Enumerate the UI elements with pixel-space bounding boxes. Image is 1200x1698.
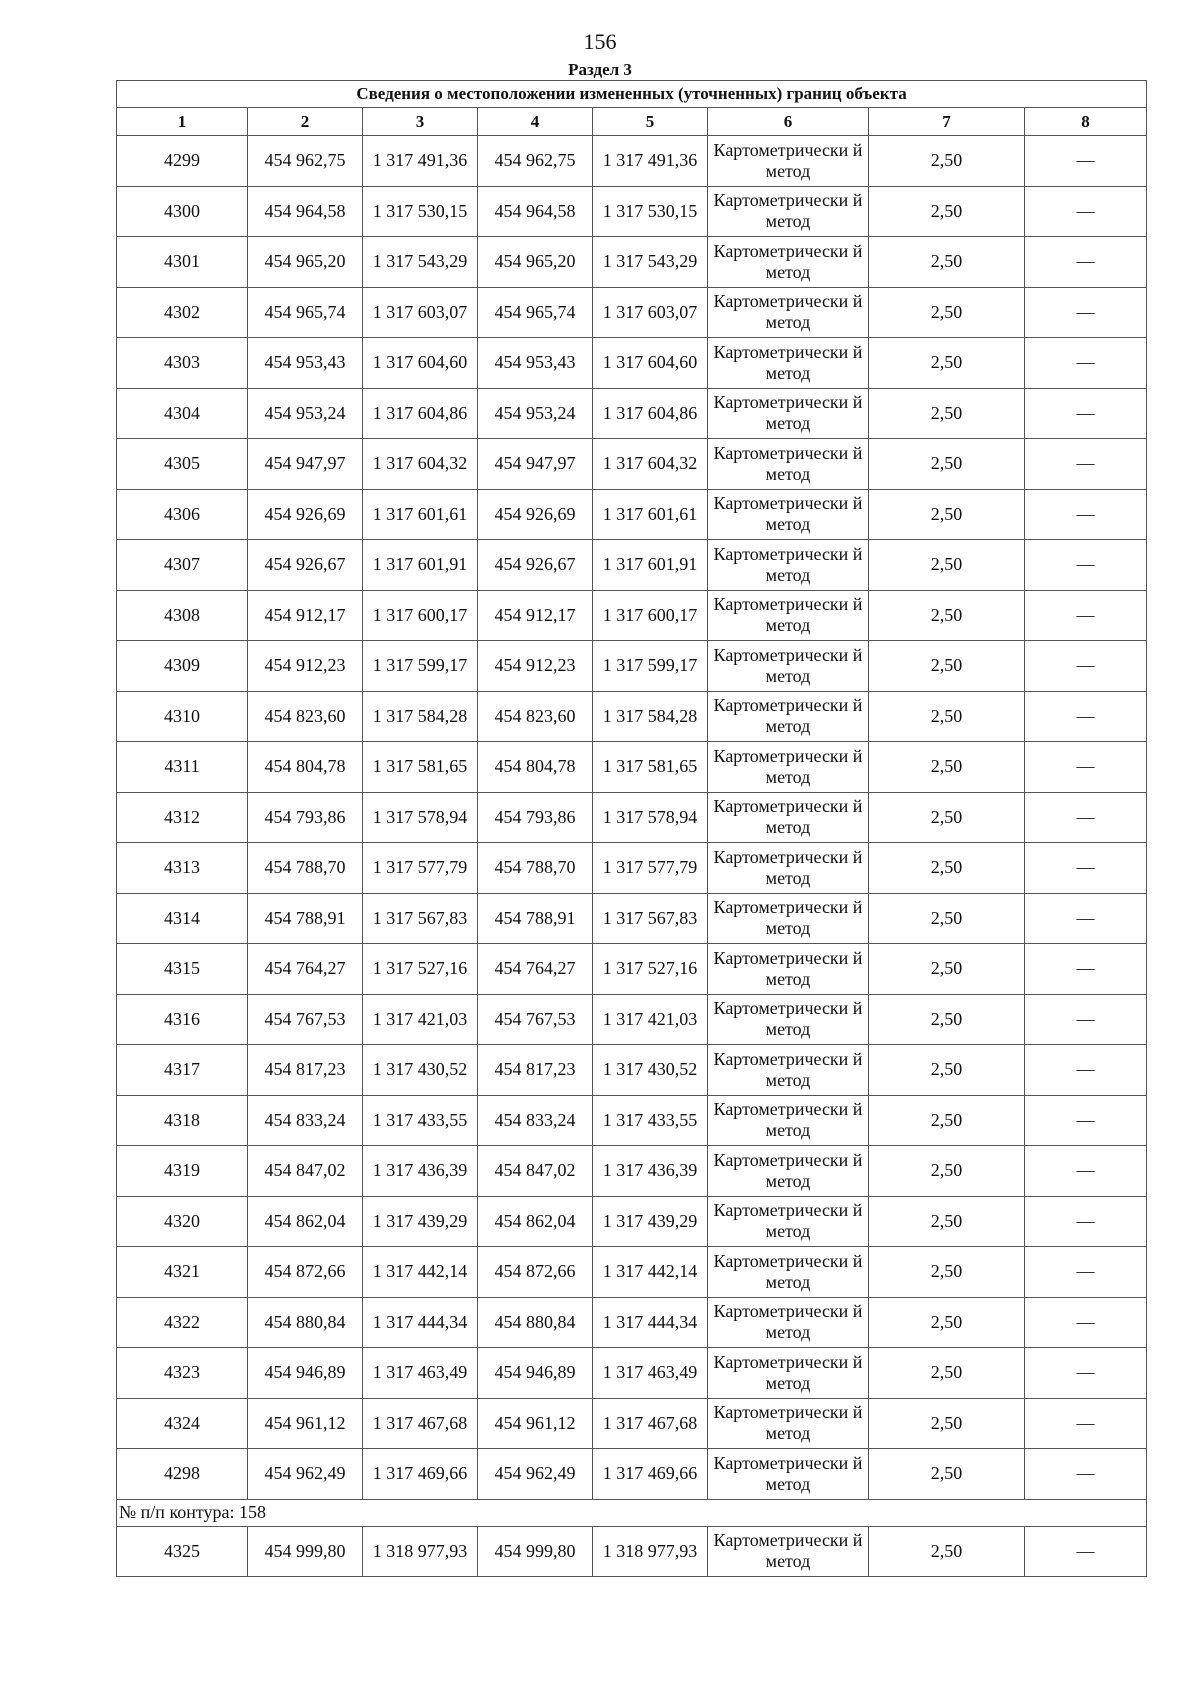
point-number-cell: 4314 [117, 893, 248, 944]
point-number-cell: 4304 [117, 388, 248, 439]
y-coordinate-cell: 1 317 530,15 [363, 186, 478, 237]
y-coordinate-cell: 1 317 603,07 [363, 287, 478, 338]
table-row [117, 994, 1147, 1045]
table-row [117, 742, 1147, 793]
table-row [117, 439, 1147, 490]
x-coordinate-cell: 454 926,67 [248, 540, 363, 591]
y-coordinate-cell: 1 317 601,61 [363, 489, 478, 540]
determination-method-cell: Картометрически й метод [708, 843, 869, 894]
accuracy-cell: 2,50 [869, 691, 1025, 742]
x-coordinate-cell: 454 962,49 [248, 1449, 363, 1500]
description-cell: — [1025, 843, 1147, 894]
x-coordinate-cell: 454 788,91 [248, 893, 363, 944]
description-cell: — [1025, 186, 1147, 237]
x-coordinate-cell: 454 926,69 [248, 489, 363, 540]
y-coordinate-refined-cell: 1 317 600,17 [593, 590, 708, 641]
determination-method-cell: Картометрически й метод [708, 1526, 869, 1577]
x-coordinate-cell: 454 953,43 [248, 338, 363, 389]
description-cell: — [1025, 590, 1147, 641]
y-coordinate-refined-cell: 1 317 584,28 [593, 691, 708, 742]
column-number: 7 [869, 108, 1025, 136]
point-number-cell: 4317 [117, 1045, 248, 1096]
y-coordinate-refined-cell: 1 317 439,29 [593, 1196, 708, 1247]
table-row [117, 136, 1147, 187]
description-cell: — [1025, 1526, 1147, 1577]
accuracy-cell: 2,50 [869, 1146, 1025, 1197]
x-coordinate-cell: 454 961,12 [248, 1398, 363, 1449]
point-number-cell: 4320 [117, 1196, 248, 1247]
determination-method-cell: Картометрически й метод [708, 540, 869, 591]
point-number-cell: 4322 [117, 1297, 248, 1348]
section-title: Раздел 3 [568, 60, 632, 79]
accuracy-cell: 2,50 [869, 641, 1025, 692]
x-coordinate-cell: 454 965,20 [248, 237, 363, 288]
x-coordinate-cell: 454 788,70 [248, 843, 363, 894]
determination-method-cell: Картометрически й метод [708, 388, 869, 439]
description-cell: — [1025, 1196, 1147, 1247]
accuracy-cell: 2,50 [869, 742, 1025, 793]
y-coordinate-refined-cell: 1 317 599,17 [593, 641, 708, 692]
y-coordinate-cell: 1 317 600,17 [363, 590, 478, 641]
description-cell: — [1025, 1398, 1147, 1449]
accuracy-cell: 2,50 [869, 489, 1025, 540]
x-coordinate-refined-cell: 454 953,43 [478, 338, 593, 389]
accuracy-cell: 2,50 [869, 1526, 1025, 1577]
description-cell: — [1025, 1146, 1147, 1197]
determination-method-cell: Картометрически й метод [708, 1045, 869, 1096]
point-number-cell: 4298 [117, 1449, 248, 1500]
determination-method-cell: Картометрически й метод [708, 439, 869, 490]
y-coordinate-cell: 1 317 543,29 [363, 237, 478, 288]
table-row [117, 338, 1147, 389]
determination-method-cell: Картометрически й метод [708, 742, 869, 793]
y-coordinate-refined-cell: 1 317 578,94 [593, 792, 708, 843]
y-coordinate-refined-cell: 1 317 463,49 [593, 1348, 708, 1399]
point-number-cell: 4313 [117, 843, 248, 894]
description-cell: — [1025, 1095, 1147, 1146]
point-number-cell: 4311 [117, 742, 248, 793]
determination-method-cell: Картометрически й метод [708, 590, 869, 641]
accuracy-cell: 2,50 [869, 843, 1025, 894]
y-coordinate-cell: 1 317 421,03 [363, 994, 478, 1045]
table-row [117, 1348, 1147, 1399]
y-coordinate-refined-cell: 1 317 491,36 [593, 136, 708, 187]
determination-method-cell: Картометрически й метод [708, 1398, 869, 1449]
x-coordinate-refined-cell: 454 962,49 [478, 1449, 593, 1500]
determination-method-cell: Картометрически й метод [708, 893, 869, 944]
table-row [117, 691, 1147, 742]
accuracy-cell: 2,50 [869, 136, 1025, 187]
table-row [117, 287, 1147, 338]
x-coordinate-cell: 454 953,24 [248, 388, 363, 439]
y-coordinate-cell: 1 317 430,52 [363, 1045, 478, 1096]
y-coordinate-refined-cell: 1 317 444,34 [593, 1297, 708, 1348]
x-coordinate-refined-cell: 454 962,75 [478, 136, 593, 187]
column-number: 4 [478, 108, 593, 136]
y-coordinate-refined-cell: 1 317 604,60 [593, 338, 708, 389]
point-number-cell: 4303 [117, 338, 248, 389]
description-cell: — [1025, 1348, 1147, 1399]
x-coordinate-refined-cell: 454 953,24 [478, 388, 593, 439]
x-coordinate-refined-cell: 454 912,23 [478, 641, 593, 692]
column-number: 6 [708, 108, 869, 136]
table-row [117, 1045, 1147, 1096]
accuracy-cell: 2,50 [869, 792, 1025, 843]
determination-method-cell: Картометрически й метод [708, 1095, 869, 1146]
x-coordinate-cell: 454 965,74 [248, 287, 363, 338]
y-coordinate-cell: 1 317 491,36 [363, 136, 478, 187]
y-coordinate-refined-cell: 1 317 603,07 [593, 287, 708, 338]
y-coordinate-refined-cell: 1 317 581,65 [593, 742, 708, 793]
determination-method-cell: Картометрически й метод [708, 1146, 869, 1197]
table-row [117, 944, 1147, 995]
coordinates-table [116, 80, 1147, 1577]
y-coordinate-cell: 1 317 604,32 [363, 439, 478, 490]
accuracy-cell: 2,50 [869, 1247, 1025, 1298]
point-number-cell: 4325 [117, 1526, 248, 1577]
y-coordinate-refined-cell: 1 317 436,39 [593, 1146, 708, 1197]
contour-row [117, 1499, 1147, 1526]
y-coordinate-cell: 1 317 604,86 [363, 388, 478, 439]
accuracy-cell: 2,50 [869, 893, 1025, 944]
table-body-block-2 [117, 1526, 1147, 1577]
determination-method-cell: Картометрически й метод [708, 338, 869, 389]
x-coordinate-cell: 454 947,97 [248, 439, 363, 490]
point-number-cell: 4309 [117, 641, 248, 692]
x-coordinate-refined-cell: 454 880,84 [478, 1297, 593, 1348]
table-row [117, 1297, 1147, 1348]
accuracy-cell: 2,50 [869, 590, 1025, 641]
x-coordinate-cell: 454 833,24 [248, 1095, 363, 1146]
x-coordinate-refined-cell: 454 764,27 [478, 944, 593, 995]
y-coordinate-refined-cell: 1 317 543,29 [593, 237, 708, 288]
description-cell: — [1025, 944, 1147, 995]
point-number-cell: 4307 [117, 540, 248, 591]
table-row [117, 1449, 1147, 1500]
determination-method-cell: Картометрически й метод [708, 136, 869, 187]
determination-method-cell: Картометрически й метод [708, 1247, 869, 1298]
description-cell: — [1025, 1045, 1147, 1096]
y-coordinate-refined-cell: 1 317 527,16 [593, 944, 708, 995]
table-row [117, 792, 1147, 843]
point-number-cell: 4308 [117, 590, 248, 641]
determination-method-cell: Картометрически й метод [708, 691, 869, 742]
table-row [117, 1398, 1147, 1449]
x-coordinate-refined-cell: 454 788,91 [478, 893, 593, 944]
x-coordinate-refined-cell: 454 926,69 [478, 489, 593, 540]
determination-method-cell: Картометрически й метод [708, 489, 869, 540]
x-coordinate-refined-cell: 454 833,24 [478, 1095, 593, 1146]
determination-method-cell: Картометрически й метод [708, 944, 869, 995]
column-number: 8 [1025, 108, 1147, 136]
x-coordinate-refined-cell: 454 804,78 [478, 742, 593, 793]
table-row [117, 843, 1147, 894]
y-coordinate-cell: 1 318 977,93 [363, 1526, 478, 1577]
point-number-cell: 4323 [117, 1348, 248, 1399]
y-coordinate-refined-cell: 1 317 421,03 [593, 994, 708, 1045]
determination-method-cell: Картометрически й метод [708, 287, 869, 338]
table-body-block-1 [117, 136, 1147, 1500]
table-row [117, 1095, 1147, 1146]
y-coordinate-cell: 1 317 578,94 [363, 792, 478, 843]
x-coordinate-refined-cell: 454 862,04 [478, 1196, 593, 1247]
description-cell: — [1025, 540, 1147, 591]
page-number: 156 [583, 29, 617, 54]
determination-method-cell: Картометрически й метод [708, 1196, 869, 1247]
accuracy-cell: 2,50 [869, 237, 1025, 288]
point-number-cell: 4305 [117, 439, 248, 490]
description-cell: — [1025, 1297, 1147, 1348]
table-row [117, 186, 1147, 237]
description-cell: — [1025, 641, 1147, 692]
y-coordinate-refined-cell: 1 317 604,86 [593, 388, 708, 439]
table-row [117, 237, 1147, 288]
y-coordinate-refined-cell: 1 317 577,79 [593, 843, 708, 894]
accuracy-cell: 2,50 [869, 1045, 1025, 1096]
column-number: 3 [363, 108, 478, 136]
x-coordinate-refined-cell: 454 961,12 [478, 1398, 593, 1449]
description-cell: — [1025, 994, 1147, 1045]
column-number: 2 [248, 108, 363, 136]
x-coordinate-cell: 454 767,53 [248, 994, 363, 1045]
y-coordinate-refined-cell: 1 317 467,68 [593, 1398, 708, 1449]
y-coordinate-refined-cell: 1 317 601,91 [593, 540, 708, 591]
x-coordinate-cell: 454 872,66 [248, 1247, 363, 1298]
x-coordinate-cell: 454 962,75 [248, 136, 363, 187]
y-coordinate-refined-cell: 1 317 442,14 [593, 1247, 708, 1298]
description-cell: — [1025, 439, 1147, 490]
description-cell: — [1025, 237, 1147, 288]
y-coordinate-refined-cell: 1 317 469,66 [593, 1449, 708, 1500]
column-number-row [117, 108, 1147, 136]
table-row [117, 388, 1147, 439]
x-coordinate-refined-cell: 454 965,20 [478, 237, 593, 288]
x-coordinate-cell: 454 793,86 [248, 792, 363, 843]
table-row [117, 590, 1147, 641]
x-coordinate-refined-cell: 454 947,97 [478, 439, 593, 490]
description-cell: — [1025, 742, 1147, 793]
point-number-cell: 4315 [117, 944, 248, 995]
x-coordinate-cell: 454 817,23 [248, 1045, 363, 1096]
y-coordinate-cell: 1 317 439,29 [363, 1196, 478, 1247]
point-number-cell: 4306 [117, 489, 248, 540]
y-coordinate-cell: 1 317 584,28 [363, 691, 478, 742]
x-coordinate-cell: 454 823,60 [248, 691, 363, 742]
table-row [117, 1146, 1147, 1197]
description-cell: — [1025, 136, 1147, 187]
description-cell: — [1025, 1449, 1147, 1500]
description-cell: — [1025, 489, 1147, 540]
point-number-cell: 4324 [117, 1398, 248, 1449]
description-cell: — [1025, 287, 1147, 338]
y-coordinate-cell: 1 317 567,83 [363, 893, 478, 944]
x-coordinate-cell: 454 764,27 [248, 944, 363, 995]
determination-method-cell: Картометрически й метод [708, 186, 869, 237]
y-coordinate-refined-cell: 1 317 433,55 [593, 1095, 708, 1146]
determination-method-cell: Картометрически й метод [708, 792, 869, 843]
y-coordinate-cell: 1 317 601,91 [363, 540, 478, 591]
x-coordinate-refined-cell: 454 926,67 [478, 540, 593, 591]
y-coordinate-cell: 1 317 527,16 [363, 944, 478, 995]
x-coordinate-refined-cell: 454 946,89 [478, 1348, 593, 1399]
determination-method-cell: Картометрически й метод [708, 237, 869, 288]
x-coordinate-cell: 454 946,89 [248, 1348, 363, 1399]
x-coordinate-refined-cell: 454 872,66 [478, 1247, 593, 1298]
y-coordinate-cell: 1 317 577,79 [363, 843, 478, 894]
point-number-cell: 4310 [117, 691, 248, 742]
point-number-cell: 4300 [117, 186, 248, 237]
accuracy-cell: 2,50 [869, 1449, 1025, 1500]
x-coordinate-cell: 454 912,23 [248, 641, 363, 692]
x-coordinate-refined-cell: 454 847,02 [478, 1146, 593, 1197]
accuracy-cell: 2,50 [869, 540, 1025, 591]
accuracy-cell: 2,50 [869, 1398, 1025, 1449]
y-coordinate-cell: 1 317 442,14 [363, 1247, 478, 1298]
y-coordinate-cell: 1 317 599,17 [363, 641, 478, 692]
description-cell: — [1025, 388, 1147, 439]
point-number-cell: 4319 [117, 1146, 248, 1197]
y-coordinate-cell: 1 317 581,65 [363, 742, 478, 793]
accuracy-cell: 2,50 [869, 287, 1025, 338]
x-coordinate-cell: 454 999,80 [248, 1526, 363, 1577]
y-coordinate-refined-cell: 1 317 530,15 [593, 186, 708, 237]
point-number-cell: 4321 [117, 1247, 248, 1298]
accuracy-cell: 2,50 [869, 1095, 1025, 1146]
y-coordinate-cell: 1 317 436,39 [363, 1146, 478, 1197]
determination-method-cell: Картометрически й метод [708, 1449, 869, 1500]
y-coordinate-refined-cell: 1 317 567,83 [593, 893, 708, 944]
y-coordinate-refined-cell: 1 318 977,93 [593, 1526, 708, 1577]
x-coordinate-refined-cell: 454 788,70 [478, 843, 593, 894]
description-cell: — [1025, 1247, 1147, 1298]
accuracy-cell: 2,50 [869, 338, 1025, 389]
description-cell: — [1025, 338, 1147, 389]
x-coordinate-cell: 454 880,84 [248, 1297, 363, 1348]
table-row [117, 1526, 1147, 1577]
x-coordinate-refined-cell: 454 965,74 [478, 287, 593, 338]
column-number: 1 [117, 108, 248, 136]
column-number: 5 [593, 108, 708, 136]
accuracy-cell: 2,50 [869, 1348, 1025, 1399]
x-coordinate-refined-cell: 454 964,58 [478, 186, 593, 237]
table-row [117, 641, 1147, 692]
y-coordinate-cell: 1 317 463,49 [363, 1348, 478, 1399]
contour-section [117, 1499, 1147, 1526]
y-coordinate-cell: 1 317 469,66 [363, 1449, 478, 1500]
description-cell: — [1025, 893, 1147, 944]
y-coordinate-cell: 1 317 604,60 [363, 338, 478, 389]
determination-method-cell: Картометрически й метод [708, 994, 869, 1045]
accuracy-cell: 2,50 [869, 1196, 1025, 1247]
point-number-cell: 4299 [117, 136, 248, 187]
x-coordinate-cell: 454 964,58 [248, 186, 363, 237]
table-row [117, 1247, 1147, 1298]
x-coordinate-cell: 454 912,17 [248, 590, 363, 641]
x-coordinate-refined-cell: 454 999,80 [478, 1526, 593, 1577]
contour-label: № п/п контура: 158 [117, 1499, 1147, 1526]
accuracy-cell: 2,50 [869, 439, 1025, 490]
point-number-cell: 4318 [117, 1095, 248, 1146]
description-cell: — [1025, 792, 1147, 843]
x-coordinate-refined-cell: 454 767,53 [478, 994, 593, 1045]
y-coordinate-refined-cell: 1 317 601,61 [593, 489, 708, 540]
determination-method-cell: Картометрически й метод [708, 1297, 869, 1348]
accuracy-cell: 2,50 [869, 994, 1025, 1045]
y-coordinate-refined-cell: 1 317 430,52 [593, 1045, 708, 1096]
accuracy-cell: 2,50 [869, 388, 1025, 439]
x-coordinate-refined-cell: 454 793,86 [478, 792, 593, 843]
accuracy-cell: 2,50 [869, 186, 1025, 237]
y-coordinate-refined-cell: 1 317 604,32 [593, 439, 708, 490]
description-cell: — [1025, 691, 1147, 742]
y-coordinate-cell: 1 317 433,55 [363, 1095, 478, 1146]
accuracy-cell: 2,50 [869, 1297, 1025, 1348]
determination-method-cell: Картометрически й метод [708, 1348, 869, 1399]
y-coordinate-cell: 1 317 444,34 [363, 1297, 478, 1348]
y-coordinate-cell: 1 317 467,68 [363, 1398, 478, 1449]
x-coordinate-refined-cell: 454 823,60 [478, 691, 593, 742]
point-number-cell: 4312 [117, 792, 248, 843]
accuracy-cell: 2,50 [869, 944, 1025, 995]
table-row [117, 1196, 1147, 1247]
table-title: Сведения о местоположении измененных (уточненных) границ объекта [117, 81, 1147, 108]
determination-method-cell: Картометрически й метод [708, 641, 869, 692]
table-row [117, 893, 1147, 944]
point-number-cell: 4301 [117, 237, 248, 288]
table-row [117, 489, 1147, 540]
table-row [117, 540, 1147, 591]
x-coordinate-cell: 454 862,04 [248, 1196, 363, 1247]
x-coordinate-refined-cell: 454 912,17 [478, 590, 593, 641]
point-number-cell: 4316 [117, 994, 248, 1045]
x-coordinate-refined-cell: 454 817,23 [478, 1045, 593, 1096]
point-number-cell: 4302 [117, 287, 248, 338]
x-coordinate-cell: 454 804,78 [248, 742, 363, 793]
x-coordinate-cell: 454 847,02 [248, 1146, 363, 1197]
